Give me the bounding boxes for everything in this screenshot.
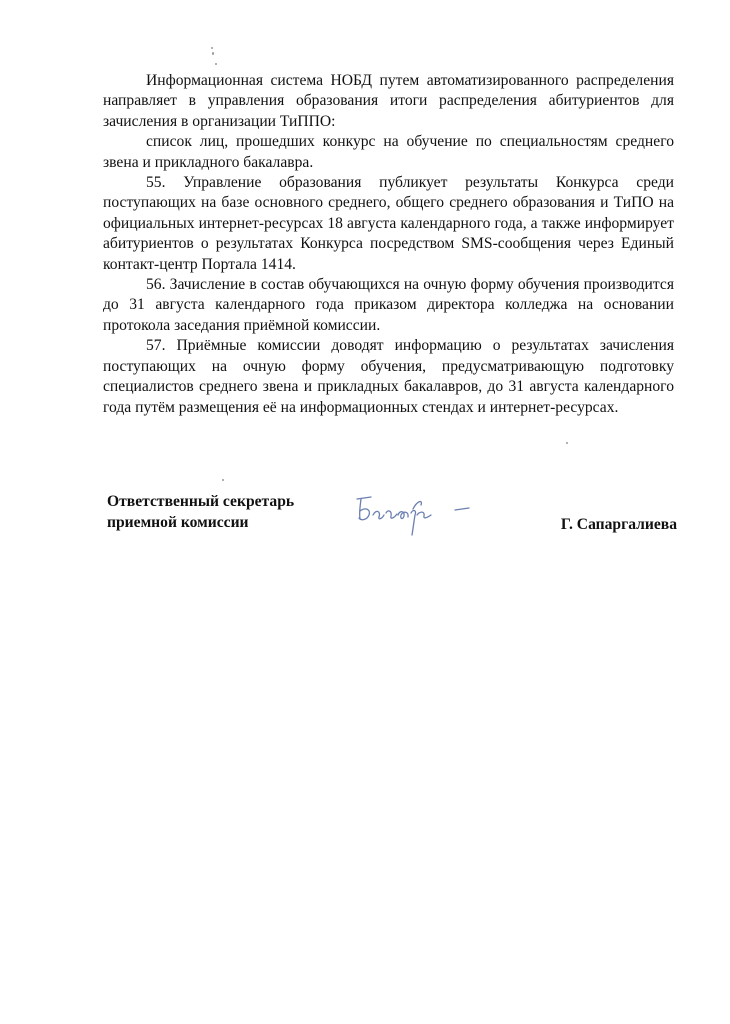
scan-speck [215, 63, 217, 65]
paragraph-competition-list: список лиц, прошедших конкурс на обучение по специальностям среднего звена и прикладного бакалавра. [103, 133, 674, 171]
paragraph-57: 57. Приёмные комиссии доводят информацию о результатах зачисления поступающих на очную форму обучения, предусматривающую подготовку специалистов среднего звена и прикладных бакалавров, до 31 августа календарного года путём размещения её на информационных стендах и интернет-ресурсах. [103, 337, 674, 416]
paragraph-56: 56. Зачисление в состав обучающихся на очную форму обучения производится до 31 августа календарного года приказом директора колледжа на основании протокола заседания приёмной комиссии. [103, 276, 674, 334]
signatory-title-line1: Ответственный секретарь [107, 493, 295, 510]
scan-speck [222, 479, 224, 481]
scan-speck [211, 47, 213, 49]
signatory-title-line2: приемной комиссии [107, 514, 249, 531]
scan-speck [212, 52, 214, 55]
paragraph-nobd-distribution: Информационная система НОБД путем автоматизированного распределения направляет в управления образования итоги распределения абитуриентов для зачисления в организации ТиППО: [103, 72, 674, 130]
scan-speck [566, 442, 568, 444]
document-body [103, 71, 674, 418]
signatory-title [107, 491, 294, 533]
handwritten-signature [351, 491, 481, 541]
signatory-name: Г. Сапаргалиева [560, 516, 677, 533]
signature-block [107, 491, 677, 551]
paragraph-55: 55. Управление образования публикует результаты Конкурса среди поступающих на базе основного среднего, общего среднего образования и ТиПО на официальных интернет-ресурсах 18 августа календарного года, а также информирует абитуриентов о результатах Конкурса посредством SMS-сообщения через Единый контакт-центр Портала 1414. [103, 174, 674, 273]
